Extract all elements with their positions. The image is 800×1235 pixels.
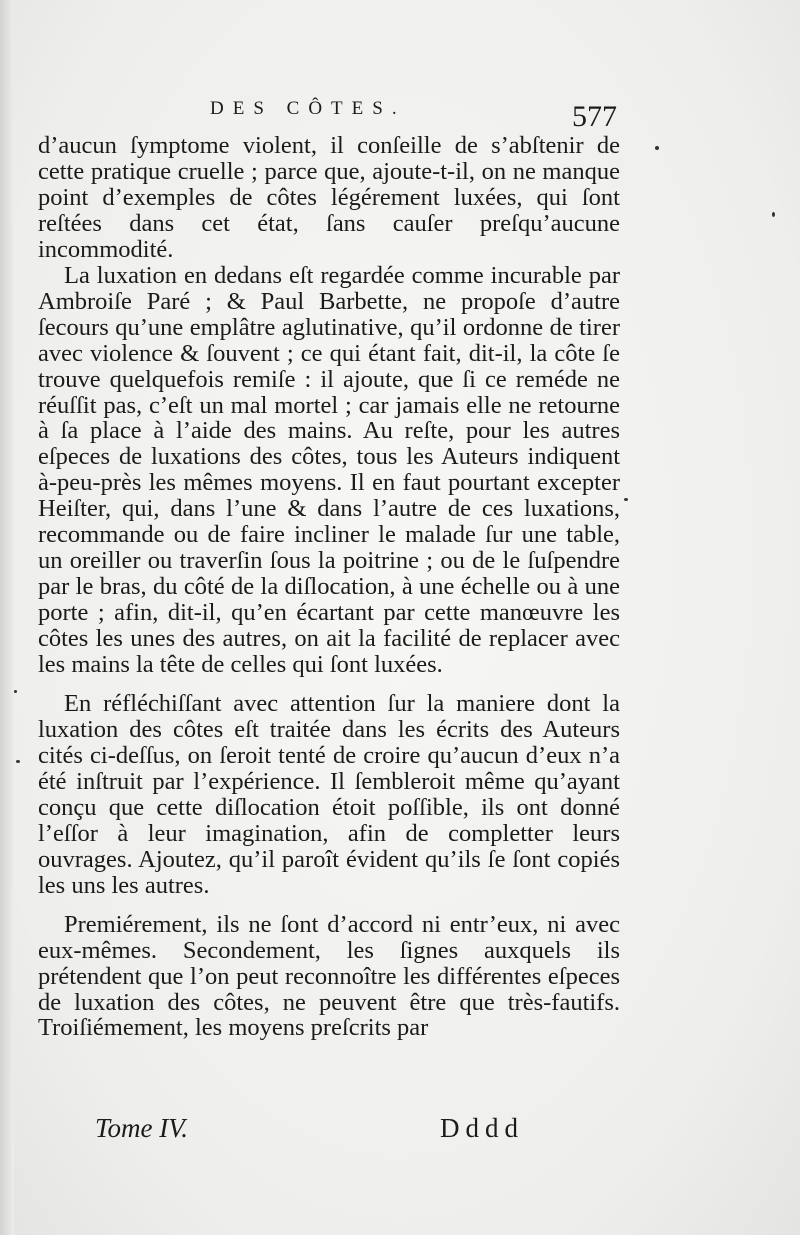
body-text [38,133,620,1041]
ink-speck [624,498,628,501]
page-gutter-shadow [0,0,14,1235]
page-number: 577 [572,100,617,133]
paragraph-premierement: Premiérement, ils ne ſont d’accord ni entr’eux, ni avec eux-mêmes. Secondement, les ſignes auxquels ils prétendent que l’on peut reconnoître les différentes eſpeces de luxation des côtes, ne peuvent être que très-fautifs. Troiſiémement, les moyens preſcrits par [38,910,620,1042]
ink-speck [655,146,659,150]
signature-mark: Dddd [440,1113,524,1143]
footer-line [95,1113,555,1147]
ink-speck [16,760,20,763]
paragraph-continued: d’aucun ſymptome violent, il conſeille de s’abſtenir de cette pratique cruelle ; parce que, ajoute-t-il, on ne manque point d’exemples de côtes légérement luxées, qui ſont reſtées dans cet état, ſans cauſer preſqu’aucune incommodité. [38,132,620,263]
ink-speck [14,690,17,693]
paragraph-en-reflechissant: En réfléchiſſant avec attention ſur la maniere dont la luxation des côtes eſt traitée dans les écrits des Auteurs cités ci-deſſus, on ſeroit tenté de croire qu’aucun d’eux n’a été inſtruit par l’expérience. Il ſembleroit même qu’ayant conçu que cette diſlocation étoit poſſible, ils ont donné l’eſſor à leur imagination, afin de completter leurs ouvrages. Ajoutez, qu’il paroît évident qu’ils ſe ſont copiés les uns les autres. [38,690,620,899]
volume-label: Tome IV. [95,1113,189,1143]
running-head: DES CÔTES. [210,98,406,119]
ink-speck [772,212,775,217]
paragraph-luxation-en-dedans: La luxation en dedans eſt regardée comme incurable par Ambroiſe Paré ; & Paul Barbette, ne propoſe d’autre ſecours qu’une emplâtre aglutinative, qu’il ordonne de tirer avec violence & ſouvent ; ce qui étant fait, dit-il, la côte ſe trouve quelquefois remiſe : il ajoute, que ſi ce reméde ne réuſſit pas, c’eſt un mal mortel ; car jamais elle ne retourne à ſa place à l’aide des mains. Au reſte, pour les autres eſpeces de luxations des côtes, tous les Auteurs indiquent à-peu-près les mêmes moyens. Il en faut pourtant excepter Heiſter, qui, dans l’une & dans l’autre de ces luxations, recommande ou de faire incliner le malade ſur une table, un oreiller ou traverſin ſous la poitrine ; ou de le ſuſpendre par le bras, du côté de la diſlocation, à une échelle ou à une porte ; afin, dit-il, qu’en écartant par cette manœuvre les côtes les unes des autres, on ait la facilité de replacer avec les mains la tête de celles qui ſont luxées. [38,261,620,679]
